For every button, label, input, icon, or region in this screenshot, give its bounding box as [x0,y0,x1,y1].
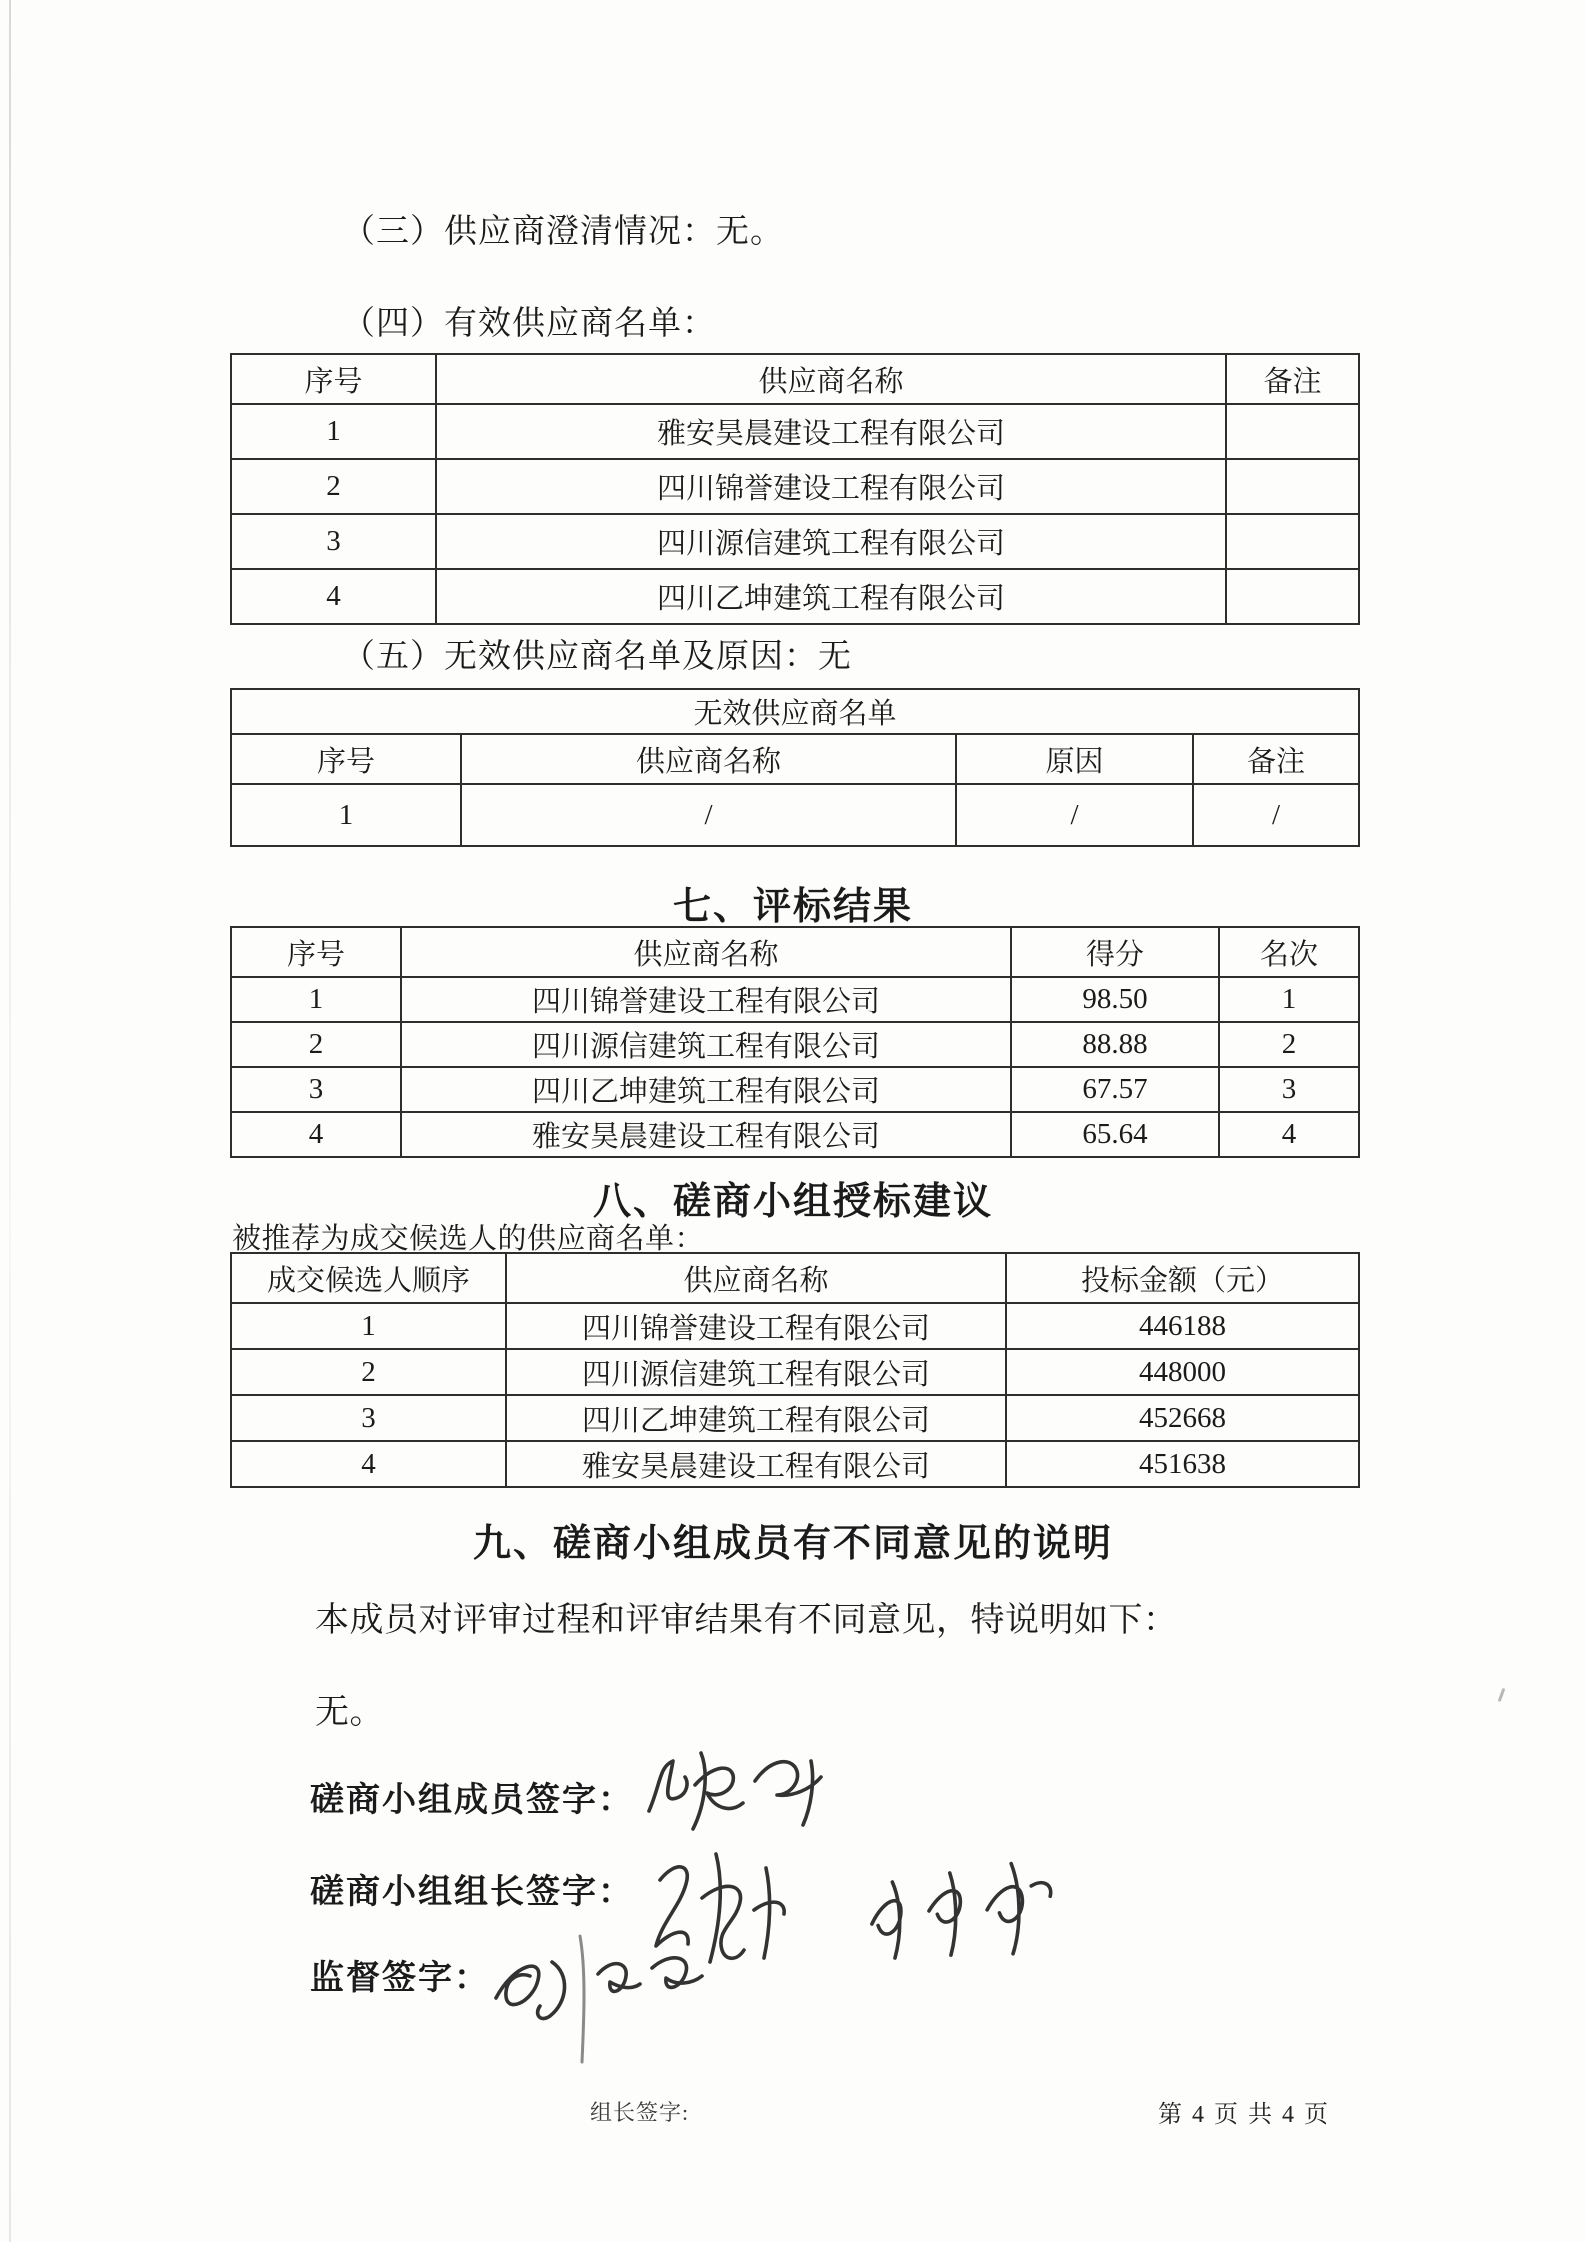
cell-seq: 2 [231,459,436,514]
col-header-seq: 序号 [231,734,461,784]
invalid-suppliers-table [230,688,1360,847]
cell-order: 1 [231,1303,506,1349]
table-row [231,514,1359,569]
col-header-supplier: 供应商名称 [436,354,1226,404]
cell-score: 65.64 [1011,1112,1219,1157]
cell-seq: 3 [231,1067,401,1112]
table-header-row [231,734,1359,784]
cell-order: 4 [231,1441,506,1487]
cell-supplier: 雅安昊晨建设工程有限公司 [436,404,1226,459]
cell-score: 67.57 [1011,1067,1219,1112]
cell-supplier: 四川源信建筑工程有限公司 [401,1022,1011,1067]
leader-signature-handwriting-2 [850,1843,1074,1976]
cell-bid-amount: 451638 [1006,1441,1359,1487]
cell-order: 3 [231,1395,506,1441]
award-candidates-table [230,1252,1360,1488]
table-row [231,1303,1359,1349]
col-header-remark: 备注 [1226,354,1359,404]
award-candidates-intro: 被推荐为成交候选人的供应商名单： [232,1223,705,1255]
section-5-heading: （五）无效供应商名单及原因：无 [342,639,852,675]
col-header-supplier: 供应商名称 [461,734,956,784]
page-number: 第 4 页 共 4 页 [1158,2102,1330,2128]
cell-supplier: 四川乙坤建筑工程有限公司 [436,569,1226,624]
cell-supplier: 四川源信建筑工程有限公司 [436,514,1226,569]
leader-signature-label: 磋商小组组长签字： [310,1874,634,1911]
section-3-heading: （三）供应商澄清情况：无。 [342,214,784,250]
cell-seq: 4 [231,569,436,624]
handwriting-ink-icon [635,1733,835,1848]
col-header-bid-amount: 投标金额（元） [1006,1253,1359,1303]
cell-seq: 1 [231,977,401,1022]
cell-rank: 2 [1219,1022,1359,1067]
table-row [231,784,1359,846]
cell-order: 2 [231,1349,506,1395]
table-row [231,1112,1359,1157]
table-header-row [231,927,1359,977]
table-title-row [231,689,1359,734]
cell-remark: / [1193,784,1359,846]
section-7-heading: 七、评标结果 [672,886,913,928]
cell-seq: 1 [231,784,461,846]
member-signature-label: 磋商小组成员签字： [310,1782,634,1819]
cell-seq: 2 [231,1022,401,1067]
evaluation-results-table [230,926,1360,1158]
col-header-remark: 备注 [1193,734,1359,784]
table-row [231,1395,1359,1441]
col-header-supplier: 供应商名称 [401,927,1011,977]
section-4-heading: （四）有效供应商名单： [342,306,716,342]
scan-edge-artifact [9,0,11,2242]
handwriting-ink-icon [480,1918,740,2068]
cell-supplier: 四川锦誉建设工程有限公司 [506,1303,1006,1349]
cell-remark [1226,569,1359,624]
supervisor-signature-handwriting [480,1918,740,2068]
cell-seq: 1 [231,404,436,459]
col-header-seq: 序号 [231,927,401,977]
table-row [231,1067,1359,1112]
table-header-row [231,354,1359,404]
cell-bid-amount: 452668 [1006,1395,1359,1441]
cell-supplier: / [461,784,956,846]
table-header-row [231,1253,1359,1303]
handwriting-ink-icon [850,1843,1074,1976]
cell-rank: 3 [1219,1067,1359,1112]
scan-artifact [1498,1688,1506,1702]
footer-leader-signature-label: 组长签字: [590,2100,690,2125]
cell-supplier: 雅安昊晨建设工程有限公司 [506,1441,1006,1487]
section-8-heading: 八、磋商小组授标建议 [592,1181,993,1223]
cell-rank: 1 [1219,977,1359,1022]
table-title: 无效供应商名单 [231,689,1359,734]
cell-supplier: 四川源信建筑工程有限公司 [506,1349,1006,1395]
cell-seq: 3 [231,514,436,569]
cell-seq: 4 [231,1112,401,1157]
table-row [231,459,1359,514]
cell-score: 98.50 [1011,977,1219,1022]
cell-rank: 4 [1219,1112,1359,1157]
dissent-statement: 本成员对评审过程和评审结果有不同意见，特说明如下： [315,1602,1178,1639]
table-row [231,569,1359,624]
col-header-seq: 序号 [231,354,436,404]
cell-remark [1226,404,1359,459]
member-signature-handwriting [635,1733,835,1848]
cell-bid-amount: 448000 [1006,1349,1359,1395]
cell-score: 88.88 [1011,1022,1219,1067]
col-header-reason: 原因 [956,734,1193,784]
col-header-rank: 名次 [1219,927,1359,977]
cell-bid-amount: 446188 [1006,1303,1359,1349]
table-row [231,404,1359,459]
table-row [231,1441,1359,1487]
table-row [231,1022,1359,1067]
cell-remark [1226,459,1359,514]
col-header-score: 得分 [1011,927,1219,977]
col-header-candidate-order: 成交候选人顺序 [231,1253,506,1303]
supervisor-signature-label: 监督签字： [310,1960,490,1997]
cell-supplier: 四川锦誉建设工程有限公司 [436,459,1226,514]
cell-supplier: 四川锦誉建设工程有限公司 [401,977,1011,1022]
cell-supplier: 四川乙坤建筑工程有限公司 [506,1395,1006,1441]
table-row [231,977,1359,1022]
cell-remark [1226,514,1359,569]
cell-supplier: 雅安昊晨建设工程有限公司 [401,1112,1011,1157]
cell-reason: / [956,784,1193,846]
section-9-heading: 九、磋商小组成员有不同意见的说明 [472,1523,1113,1565]
dissent-none: 无。 [315,1694,384,1731]
cell-supplier: 四川乙坤建筑工程有限公司 [401,1067,1011,1112]
table-row [231,1349,1359,1395]
col-header-supplier: 供应商名称 [506,1253,1006,1303]
valid-suppliers-table [230,353,1360,625]
